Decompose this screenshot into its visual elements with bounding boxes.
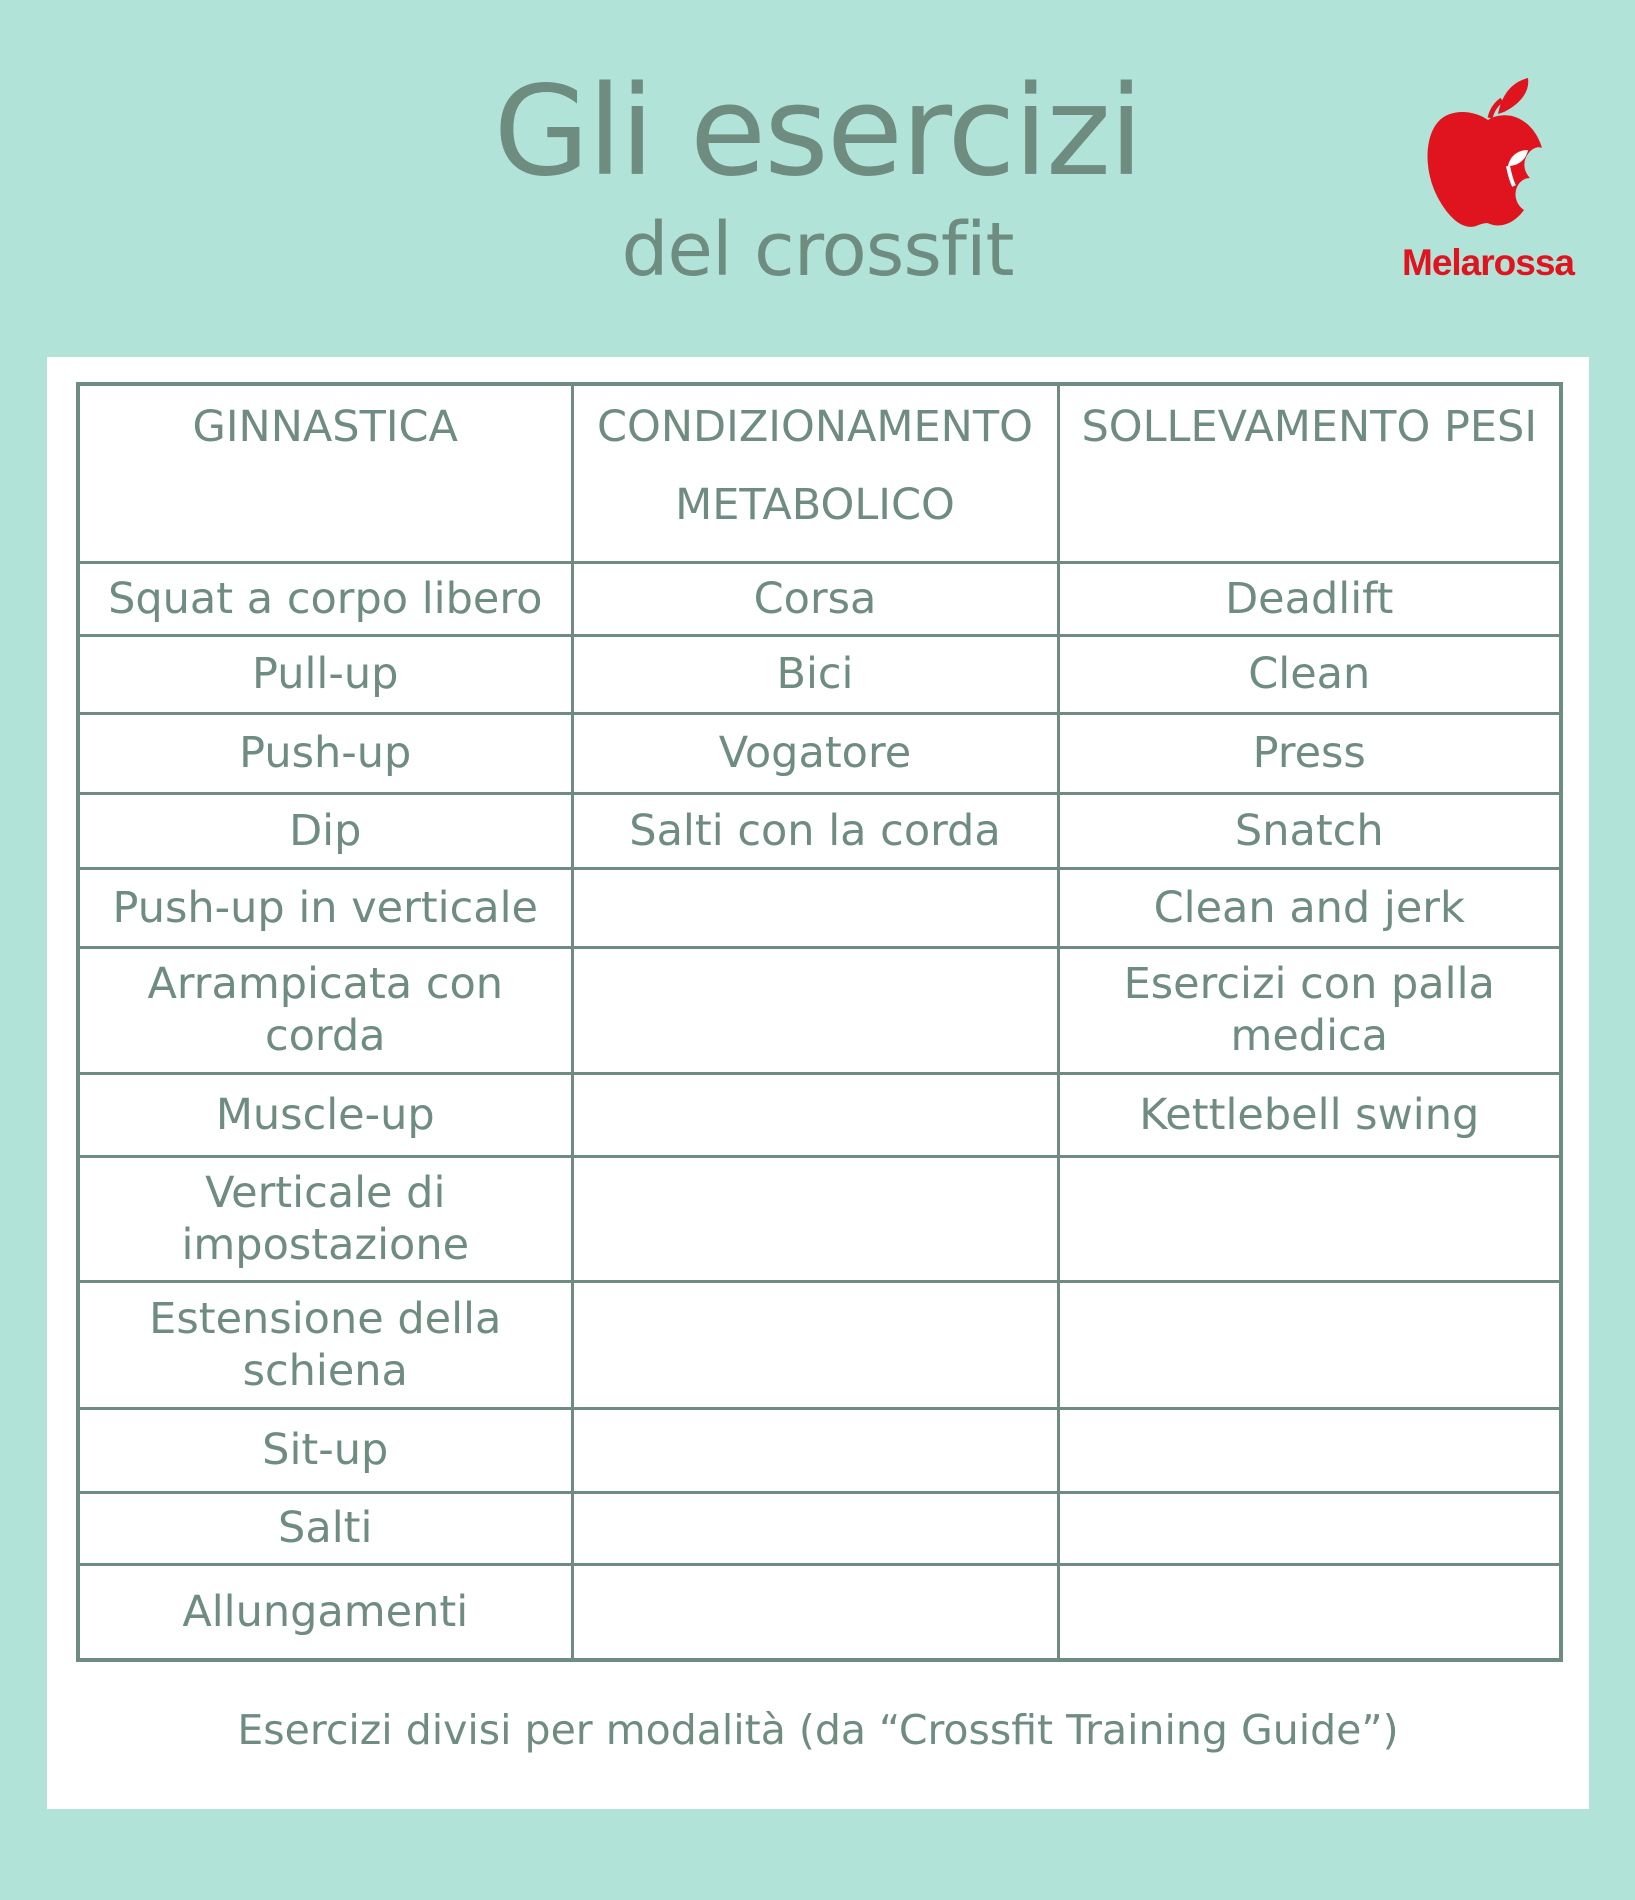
table-row [78,1408,1561,1492]
table-cell [572,868,1058,947]
brand-logo [1388,74,1588,294]
table-cell: Bici [572,635,1058,713]
content-card [47,357,1589,1809]
table-cell: Salti [78,1492,572,1564]
table-header-row [78,384,1561,562]
table-cell: Sit-up [78,1408,572,1492]
apple-icon [1420,74,1556,234]
column-header: CONDIZIONAMENTO METABOLICO [572,384,1058,562]
table-cell [572,1492,1058,1564]
table-cell: Snatch [1058,793,1561,868]
table-cell: Allungamenti [78,1564,572,1660]
table-cell [1058,1281,1561,1408]
table-cell: Clean [1058,635,1561,713]
table-row [78,1492,1561,1564]
table-cell [572,1073,1058,1156]
column-header: GINNASTICA [78,384,572,562]
table-cell: Vogatore [572,713,1058,793]
page-subtitle: del crossfit [621,207,1014,293]
exercise-table [76,382,1563,1662]
table-cell: Corsa [572,562,1058,635]
table-cell: Kettlebell swing [1058,1073,1561,1156]
column-header: SOLLEVAMENTO PESI [1058,384,1561,562]
table-cell: Muscle-up [78,1073,572,1156]
table-cell: Dip [78,793,572,868]
table-cell [1058,1156,1561,1281]
table-row [78,793,1561,868]
table-cell: Press [1058,713,1561,793]
table-row [78,1156,1561,1281]
table-cell: Pull-up [78,635,572,713]
table-cell: Esercizi con palla medica [1058,947,1561,1073]
table-cell: Push-up in verticale [78,868,572,947]
table-row [78,635,1561,713]
table-row [78,1281,1561,1408]
table-cell: Estensione della schiena [78,1281,572,1408]
table-cell: Squat a corpo libero [78,562,572,635]
table-cell [572,1408,1058,1492]
table-row [78,1073,1561,1156]
table-row [78,562,1561,635]
table-cell [572,1156,1058,1281]
table-cell [1058,1564,1561,1660]
table-row [78,713,1561,793]
table-cell [572,947,1058,1073]
table-row [78,947,1561,1073]
table-cell: Deadlift [1058,562,1561,635]
table-cell [572,1564,1058,1660]
table-cell: Clean and jerk [1058,868,1561,947]
table-cell [572,1281,1058,1408]
page-title: Gli esercizi [493,60,1142,204]
table-row [78,1564,1561,1660]
table-caption: Esercizi divisi per modalità (da “Crossfit Training Guide”) [237,1706,1399,1754]
table-cell [1058,1408,1561,1492]
table-cell [1058,1492,1561,1564]
table-cell: Push-up [78,713,572,793]
brand-name: Melarossa [1402,242,1574,283]
table-cell: Verticale di impostazione [78,1156,572,1281]
table-row [78,868,1561,947]
table-cell: Arrampicata con corda [78,947,572,1073]
table-cell: Salti con la corda [572,793,1058,868]
